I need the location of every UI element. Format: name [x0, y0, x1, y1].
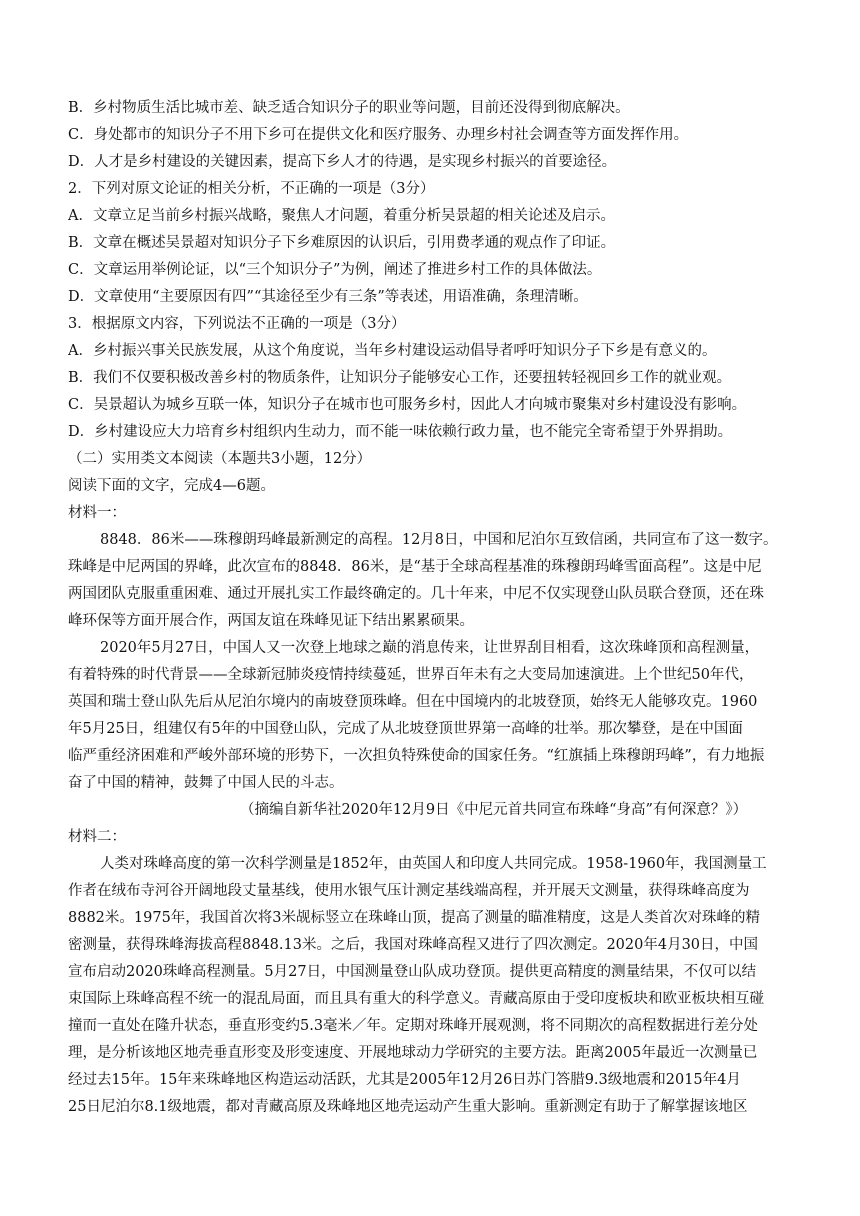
question-3: 3．根据原文内容，下列说法不正确的一项是（3分）	[68, 316, 406, 332]
paragraph-line: 撞而一直处在隆升状态，垂直形变约5.3毫米／年。定期对珠峰开展观测，将不同期次的高程数据进行差分处	[68, 1018, 759, 1034]
option-line: D．乡村建设应大力培育乡村组织内生动力，而不能一味依赖行政力量，也不能完全寄希望于外界捐助。	[68, 424, 733, 440]
option-line: D．人才是乡村建设的关键因素，提高下乡人才的待遇，是实现乡村振兴的首要途径。	[68, 154, 617, 170]
section-heading: （二）实用类文本阅读（本题共3小题，12分）	[68, 451, 372, 467]
paragraph-line: 作者在绒布寺河谷开阔地段丈量基线，使用水银气压计测定基线端高程，并开展天文测量，获得珠峰高度为	[68, 883, 750, 899]
paragraph-line: 密测量，获得珠峰海拔高程8848.13米。之后，我国对珠峰高程又进行了四次测定。2020年4月30日，中国	[68, 937, 759, 953]
option-line: A．乡村振兴事关民族发展，从这个角度说，当年乡村建设运动倡导者呼吁知识分子下乡是有意义的。	[68, 343, 717, 359]
paragraph-line: 人类对珠峰高度的第一次科学测量是1852年，由英国人和印度人共同完成。1958-1960年，我国测量工	[100, 856, 767, 872]
option-line: A．文章立足当前乡村振兴战略，聚焦人才问题，着重分析吴景超的相关论述及启示。	[68, 208, 615, 224]
paragraph-line: 珠峰是中尼两国的界峰，此次宣布的8848．86米，是“基于全球高程基准的珠穆朗玛峰雪面高程”。这是中尼	[68, 559, 762, 575]
paragraph-line: 25日尼泊尔8.1级地震，都对青藏高原及珠峰地区地壳运动产生重大影响。重新测定有助于了解掌握该地区	[68, 1099, 748, 1115]
paragraph-line: 年5月25日，组建仅有5年的中国登山队，完成了从北坡登顶世界第一高峰的壮举。那次攀登，是在中国面	[68, 721, 743, 737]
paragraph-line: 奋了中国的精神，鼓舞了中国人民的斗志。	[68, 775, 344, 791]
instruction: 阅读下面的文字，完成4—6题。	[68, 478, 275, 494]
option-line: C．吴景超认为城乡互联一体，知识分子在城市也可服务乡村，因此人才向城市聚集对乡村建设没有影响。	[68, 397, 747, 413]
paragraph-line: 两国团队克服重重困难、通过开展扎实工作最终确定的。几十年来，中尼不仅实现登山队员联合登顶，还在珠	[68, 586, 764, 602]
source-citation: （摘编自新华社2020年12月9日《中尼元首共同宣布珠峰“身高”有何深意？》）	[240, 802, 748, 818]
option-line: B．我们不仅要积极改善乡村的物质条件，让知识分子能够安心工作，还要扭转轻视回乡工作的就业观。	[68, 370, 732, 386]
paragraph-line: 有着特殊的时代背景——全球新冠肺炎疫情持续蔓延，世界百年未有之大变局加速演进。上个世纪50年代，	[68, 667, 754, 683]
paragraph-line: 宣布启动2020珠峰高程测量。5月27日，中国测量登山队成功登顶。提供更高精度的测量结果，不仅可以结	[68, 964, 757, 980]
paragraph-line: 8848．86米——珠穆朗玛峰最新测定的高程。12月8日，中国和尼泊尔互致信函，共同宣布了这一数字。	[100, 532, 778, 548]
question-2: 2．下列对原文论证的相关分析，不正确的一项是（3分）	[68, 181, 435, 197]
option-line: C．身处都市的知识分子不用下乡可在提供文化和医疗服务、办理乡村社会调查等方面发挥作用。	[68, 127, 689, 143]
option-line: C．文章运用举例论证，以“三个知识分子”为例，阐述了推进乡村工作的具体做法。	[68, 262, 602, 278]
paragraph-line: 英国和瑞士登山队先后从尼泊尔境内的南坡登顶珠峰。但在中国境内的北坡登顶，始终无人能够攻克。1960	[68, 694, 758, 710]
paragraph-line: 峰环保等方面开展合作，两国友谊在珠峰见证下结出累累硕果。	[68, 613, 474, 629]
paragraph-line: 临严重经济困难和严峻外部环境的形势下，一次担负特殊使命的国家任务。“红旗插上珠穆朗玛峰”，有力地振	[68, 748, 765, 764]
paragraph-line: 经过去15年。15年来珠峰地区构造运动活跃，尤其是2005年12月26日苏门答腊9.3级地震和2015年4月	[68, 1072, 741, 1088]
material-2-label: 材料二：	[68, 829, 126, 845]
option-line: B．乡村物质生活比城市差、缺乏适合知识分子的职业等问题，目前还没得到彻底解决。	[68, 100, 630, 116]
paragraph-line: 2020年5月27日，中国人又一次登上地球之巅的消息传来，让世界刮目相看，这次珠峰顶和高程测量，	[100, 640, 760, 656]
paragraph-line: 束国际上珠峰高程不统一的混乱局面，而且具有重大的科学意义。青藏高原由于受印度板块和欧亚板块相互碰	[68, 991, 764, 1007]
material-1-label: 材料一：	[68, 505, 126, 521]
paragraph-line: 8882米。1975年，我国首次将3米觇标竖立在珠峰山顶，提高了测量的瞄准精度，这是人类首次对珠峰的精	[68, 910, 761, 926]
option-line: D．文章使用“主要原因有四”“其途径至少有三条”等表述，用语准确，条理清晰。	[68, 289, 588, 305]
option-line: B．文章在概述吴景超对知识分子下乡难原因的认识后，引用费孝通的观点作了印证。	[68, 235, 616, 251]
paragraph-line: 理，是分析该地区地壳垂直形变及形变速度、开展地球动力学研究的主要方法。距离2005年最近一次测量已	[68, 1045, 758, 1061]
